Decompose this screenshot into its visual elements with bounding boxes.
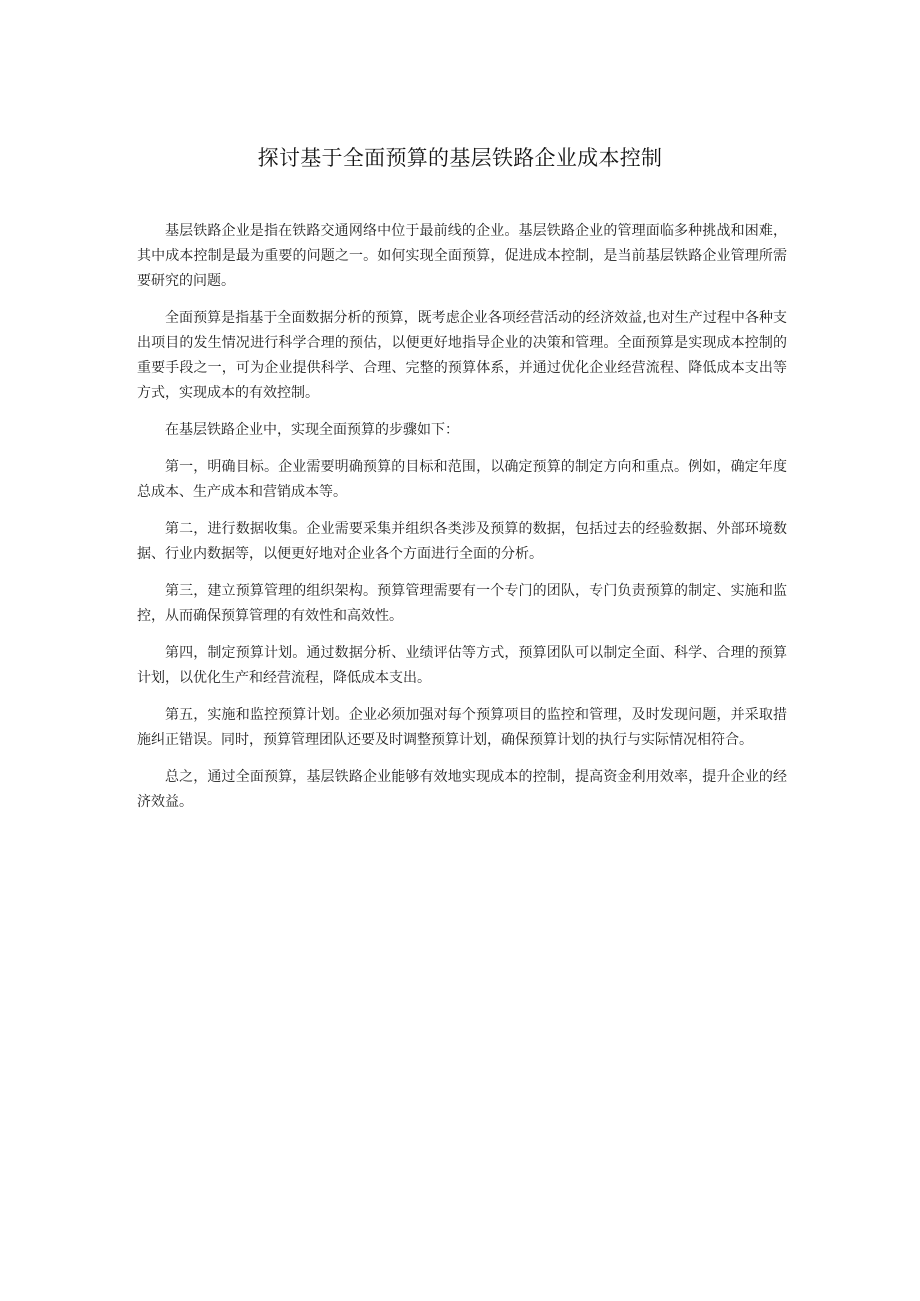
paragraph-definition: 全面预算是指基于全面数据分析的预算，既考虑企业各项经营活动的经济效益,也对生产过程中各种支出项目的发生情况进行科学合理的预估，以便更好地指导企业的决策和管理。全面预算是实现成本控制的重要手段之一，可为企业提供科学、合理、完整的预算体系，并通过优化企业经营流程、降低成本支出等方式，实现成本的有效控制。 xyxy=(137,310,787,401)
document-body xyxy=(137,219,787,827)
paragraph-step-3: 第三，建立预算管理的组织架构。预算管理需要有一个专门的团队，专门负责预算的制定、实施和监控，从而确保预算管理的有效性和高效性。 xyxy=(137,583,787,624)
paragraph-step-5: 第五，实施和监控预算计划。企业必须加强对每个预算项目的监控和管理，及时发现问题，并采取措施纠正错误。同时，预算管理团队还要及时调整预算计划，确保预算计划的执行与实际情况相符合。 xyxy=(137,707,787,748)
paragraph-steps-intro: 在基层铁路企业中，实现全面预算的步骤如下： xyxy=(165,422,459,438)
document-title: 探讨基于全面预算的基层铁路企业成本控制 xyxy=(257,146,663,170)
paragraph-conclusion: 总之，通过全面预算，基层铁路企业能够有效地实现成本的控制，提高资金利用效率，提升企业的经济效益。 xyxy=(137,769,787,810)
paragraph-intro: 基层铁路企业是指在铁路交通网络中位于最前线的企业。基层铁路企业的管理面临多种挑战和困难，其中成本控制是最为重要的问题之一。如何实现全面预算，促进成本控制，是当前基层铁路企业管理所需要研究的问题。 xyxy=(137,223,787,289)
paragraph-step-2: 第二，进行数据收集。企业需要采集并组织各类涉及预算的数据，包括过去的经验数据、外部环境数据、行业内数据等，以便更好地对企业各个方面进行全面的分析。 xyxy=(137,521,787,562)
paragraph-step-4: 第四，制定预算计划。通过数据分析、业绩评估等方式，预算团队可以制定全面、科学、合理的预算计划，以优化生产和经营流程，降低成本支出。 xyxy=(137,645,787,686)
paragraph-step-1: 第一，明确目标。企业需要明确预算的目标和范围，以确定预算的制定方向和重点。例如，确定年度总成本、生产成本和营销成本等。 xyxy=(137,459,787,500)
